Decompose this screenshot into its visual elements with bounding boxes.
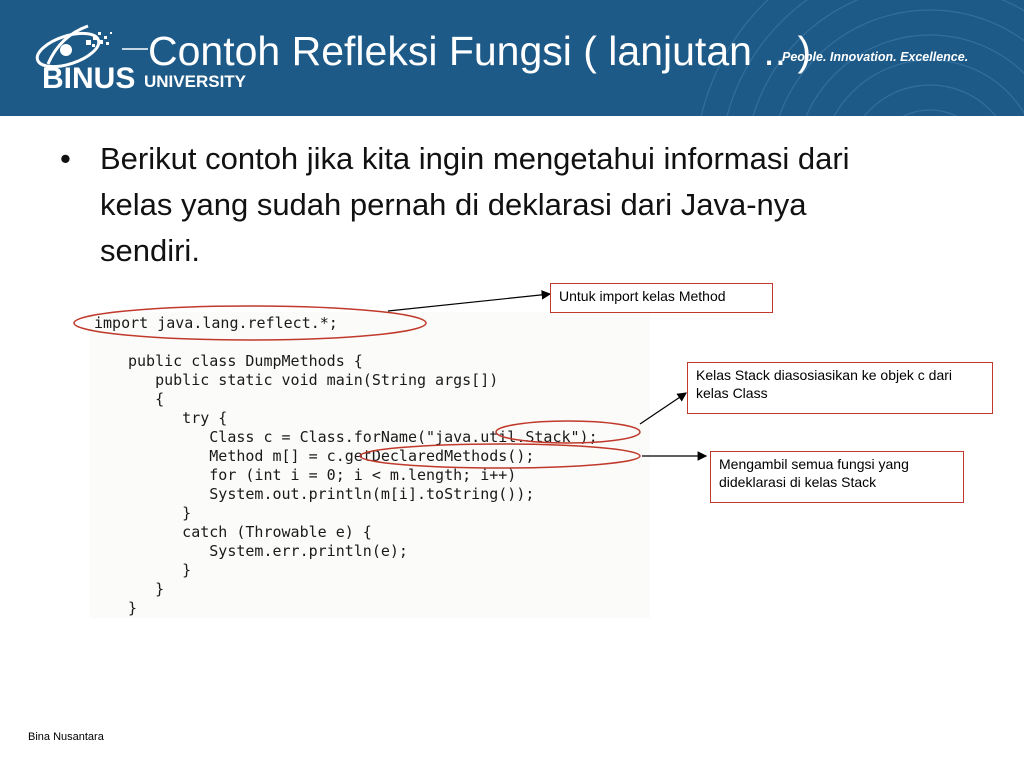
- footer-text: Bina Nusantara: [28, 731, 104, 743]
- code-line-close-main: }: [128, 580, 165, 598]
- callout-methods-note: Mengambil semua fungsi yang dideklarasi di kelas Stack: [710, 451, 964, 503]
- bullet-text: Berikut contoh jika kita ingin mengetahui informasi dari kelas yang sudah pernah di deklarasi dari Java-nya sendiri.: [100, 141, 850, 268]
- code-line-err: System.err.println(e);: [128, 542, 408, 560]
- code-line-open-brace: {: [128, 390, 165, 408]
- code-line-try: try {: [128, 409, 228, 427]
- code-line-close-try: }: [128, 504, 192, 522]
- import-highlight-ellipse: [74, 306, 426, 340]
- callout-stack-note: Kelas Stack diasosiasikan ke objek c dari kelas Class: [687, 362, 993, 414]
- code-line-catch: catch (Throwable e) {: [128, 523, 372, 541]
- import-arrow: [388, 294, 550, 311]
- code-line-main: public static void main(String args[]): [128, 371, 499, 389]
- callout-import-note: Untuk import kelas Method: [550, 283, 773, 313]
- forname-highlight-ellipse: [496, 421, 640, 443]
- code-line-println: System.out.println(m[i].toString());: [128, 485, 535, 503]
- code-line-forname: Class c = Class.forName("java.util.Stack");: [128, 428, 598, 446]
- tagline: People. Innovation. Excellence.: [782, 50, 969, 64]
- bullet-symbol: •: [60, 141, 71, 176]
- logo-binus-text: BINUS: [42, 62, 136, 95]
- code-line-close-catch: }: [128, 561, 192, 579]
- code-line-for: for (int i = 0; i < m.length; i++): [128, 466, 517, 484]
- code-line-import: import java.lang.reflect.*;: [94, 314, 338, 332]
- methods-highlight-ellipse: [360, 444, 640, 468]
- stack-arrow: [640, 393, 686, 424]
- code-line-close-class: }: [128, 599, 138, 617]
- code-line-methods: Method m[] = c.getDeclaredMethods();: [128, 447, 535, 465]
- logo-university-text: UNIVERSITY: [144, 72, 247, 91]
- code-line-class: public class DumpMethods {: [128, 352, 363, 370]
- slide-title: Contoh Refleksi Fungsi ( lanjutan .. ): [148, 28, 812, 74]
